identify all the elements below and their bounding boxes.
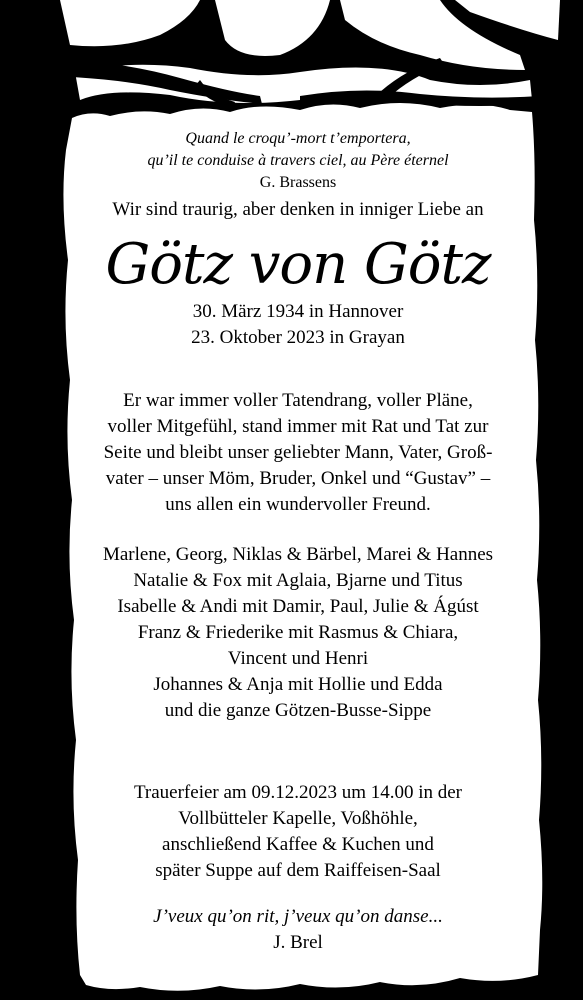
obituary-notice	[68, 128, 528, 956]
birth-date: 30. März 1934 in Hannover	[192, 301, 404, 322]
mourner-line: Johannes & Anja mit Hollie und Edda	[153, 674, 443, 695]
service-line: anschließend Kaffee & Kuchen und	[162, 834, 434, 855]
epigraph-top	[68, 128, 528, 172]
tribute-line: voller Mitgefühl, stand immer mit Rat und Tat zur	[107, 416, 489, 437]
epigraph-bottom	[68, 904, 528, 956]
intro-line: Wir sind traurig, aber denken in inniger Liebe an	[112, 199, 484, 220]
service-line: Vollbütteler Kapelle, Voßhöhle,	[178, 808, 418, 829]
mourner-line: Marlene, Georg, Niklas & Bärbel, Marei & Hannes	[102, 544, 494, 565]
mourner-line: Natalie & Fox mit Aglaia, Bjarne und Titus	[133, 570, 463, 591]
tribute-paragraph	[68, 388, 528, 518]
death-date: 23. Oktober 2023 in Grayan	[191, 327, 405, 348]
mourner-line: Vincent und Henri	[227, 648, 369, 669]
tribute-line: Er war immer voller Tatendrang, voller Pläne,	[123, 390, 473, 411]
service-line: später Suppe auf dem Raiffeisen-Saal	[155, 860, 441, 881]
deceased-name: Götz von Götz	[105, 232, 491, 297]
service-line: Trauerfeier am 09.12.2023 um 14.00 in der	[133, 782, 463, 803]
epigraph-bottom-line: J’veux qu’on rit, j’veux qu’on danse...	[153, 906, 443, 927]
tribute-line: Seite und bleibt unser geliebter Mann, Vater, Groß-	[103, 442, 493, 463]
mourner-line: Franz & Friederike mit Rasmus & Chiara,	[137, 622, 459, 643]
service-details	[68, 780, 528, 884]
tribute-line: vater – unser Möm, Bruder, Onkel und “Gustav” –	[105, 468, 491, 489]
mourners-list	[68, 542, 528, 724]
epigraph-bottom-author: J. Brel	[273, 932, 323, 953]
epigraph-top-author: G. Brassens	[259, 174, 337, 191]
epigraph-line: qu’il te conduise à travers ciel, au Père éternel	[147, 152, 449, 169]
life-dates	[68, 299, 528, 351]
tribute-line: uns allen ein wundervoller Freund.	[165, 494, 431, 515]
epigraph-line: Quand le croqu’-mort t’emportera,	[185, 130, 411, 147]
mourner-line: Isabelle & Andi mit Damir, Paul, Julie & Ágúst	[117, 596, 479, 617]
mourner-line: und die ganze Götzen-Busse-Sippe	[164, 700, 432, 721]
